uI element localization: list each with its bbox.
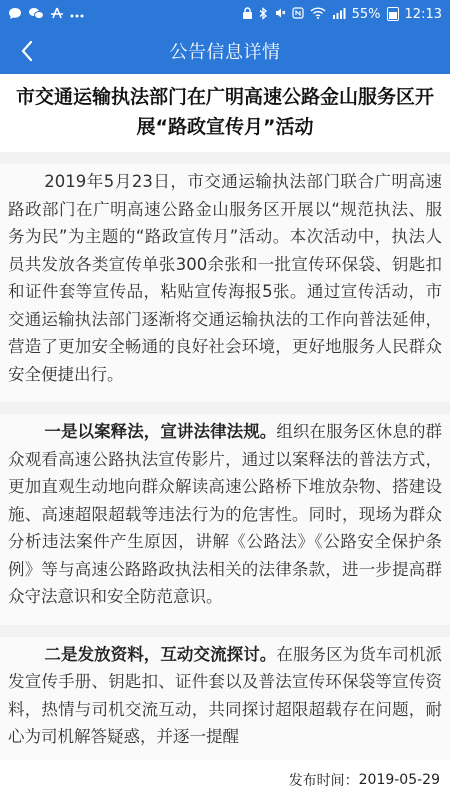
signal-icon	[332, 7, 346, 21]
lock-icon	[242, 7, 253, 22]
publish-label: 发布时间：	[288, 773, 359, 789]
wechat-icon	[28, 7, 44, 22]
publish-date: 2019-05-29	[358, 772, 440, 788]
wifi-icon	[310, 7, 326, 21]
status-bar-left	[8, 7, 84, 22]
back-button[interactable]	[12, 36, 42, 66]
more-icon	[70, 8, 84, 20]
paragraph-text: 2019年5月23日，市交通运输执法部门联合广明高速路政部门在广明高速公路金山服务区开展以“规范执法、服务为民”为主题的“路政宣传月”活动。本次活动中，执法人员共发放各类宣传单张300余张和一批宣传环保袋、钥匙扣和证件套等宣传品，粘贴宣传海报5张。通过宣传活动，市交通运输执法部门逐渐将交通运输执法的工作向普法延伸，营造了更加安全畅通的良好社会环境，更好地服务人民群众安全便捷出行。	[8, 172, 442, 384]
paragraph-text: 在服务区为货车司机派发宣传手册、钥匙扣、证件套以及普法宣传环保袋等宣传资料，热情与司机交流互动，共同探讨超限超载存在问题，耐心为司机解答疑惑，并逐一提醒	[8, 644, 443, 746]
nfc-icon	[292, 7, 304, 21]
battery-percent: 55%	[351, 6, 381, 22]
status-bar	[0, 0, 450, 28]
chevron-left-icon	[20, 40, 34, 62]
divider	[0, 152, 450, 164]
article-title: 市交通运输执法部门在广明高速公路金山服务区开展“路政宣传月”活动	[15, 86, 434, 138]
publish-info	[0, 760, 450, 800]
slack-icon	[50, 7, 64, 21]
clock: 12:13	[404, 6, 442, 22]
paragraph-lead: 二是发放资料，互动交流探讨。	[44, 644, 277, 664]
app-bar	[0, 28, 450, 74]
chat-bubble-icon	[8, 7, 22, 22]
paragraph-lead: 一是以案释法，宣讲法律法规。	[44, 422, 277, 441]
status-bar-right	[242, 7, 442, 22]
article-content[interactable]	[0, 74, 450, 760]
battery-icon	[387, 7, 399, 21]
divider	[0, 625, 450, 637]
article-paragraph	[0, 164, 450, 402]
bluetooth-icon	[259, 7, 268, 22]
page-title: 公告信息详情	[169, 42, 281, 63]
article-paragraph	[0, 414, 450, 625]
mute-icon	[274, 7, 286, 21]
paragraph-text: 组织在服务区休息的群众观看高速公路执法宣传影片，通过以案释法的普法方式，更加直观生动地向群众解读高速公路桥下堆放杂物、搭建设施、高速超限超载等违法行为的危害性。同时，现场为群众分析违法案件产生原因，讲解《公路法》《公路安全保护条例》等与高速公路路政执法相关的法律条款，进一步提高群众守法意识和安全防范意识。	[8, 422, 443, 606]
divider	[0, 402, 450, 414]
article-paragraph	[0, 637, 450, 761]
